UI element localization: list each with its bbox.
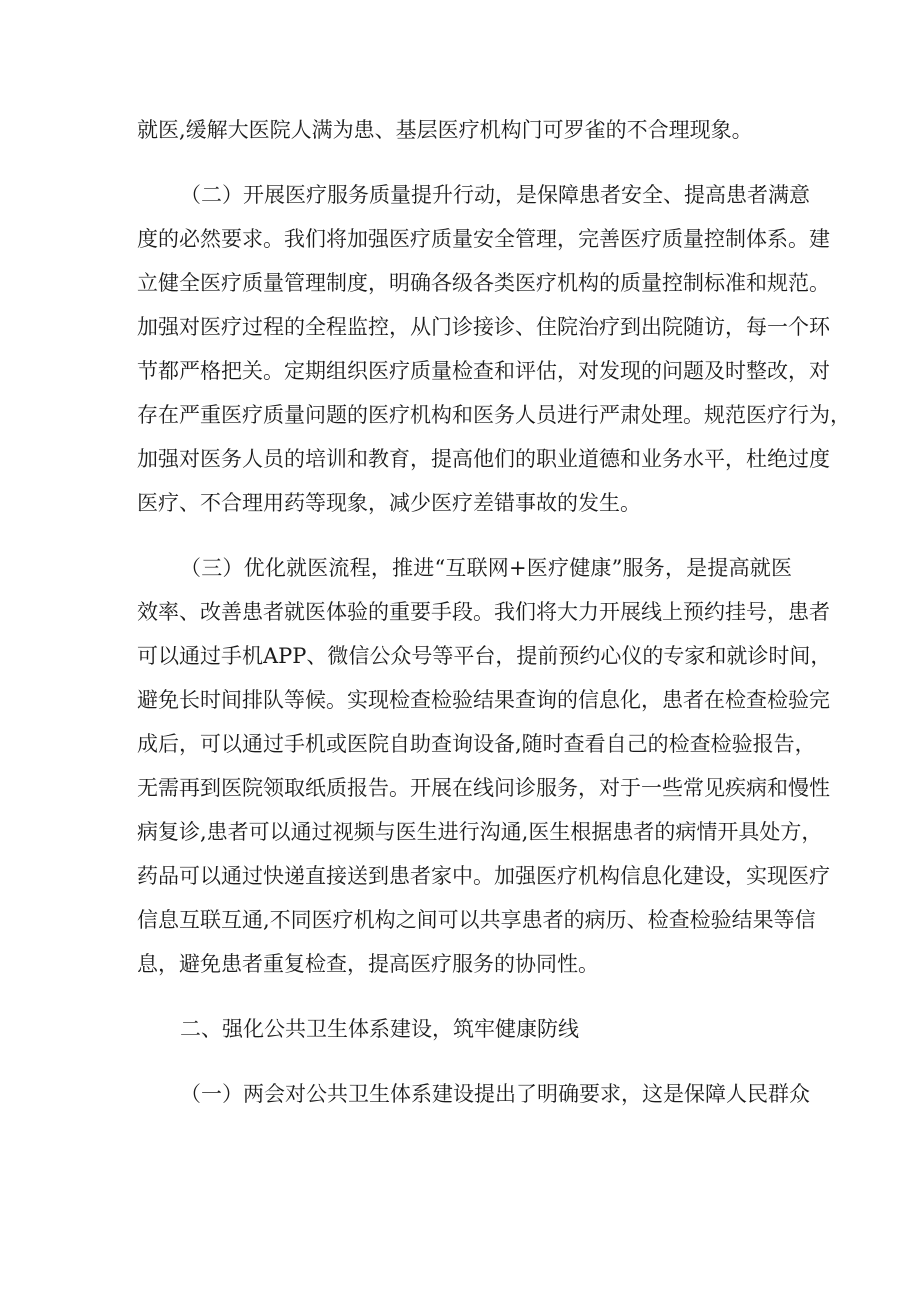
text-line-12: 可以通过手机APP、微信公众号等平台，提前预约心仪的专家和就诊时间， bbox=[137, 644, 832, 668]
text-line-17: 药品可以通过快递直接送到患者家中。加强医疗机构信息化建设，实现医疗 bbox=[137, 864, 830, 888]
text-line-5: 加强对医疗过程的全程监控，从门诊接诊、住院治疗到出院随访，每一个环 bbox=[137, 315, 830, 339]
text-line-6: 节都严格把关。定期组织医疗质量检查和评估，对发现的问题及时整改，对 bbox=[137, 359, 830, 383]
text-line-15: 无需再到医院领取纸质报告。开展在线问诊服务，对于一些常见疾病和慢性 bbox=[137, 776, 830, 800]
text-line-16: 病复诊,患者可以通过视频与医生进行沟通,医生根据患者的病情开具处方， bbox=[137, 820, 823, 844]
text-line-2: （二）开展医疗服务质量提升行动，是保障患者安全、提高患者满意 bbox=[180, 183, 810, 207]
text-line-19: 息，避免患者重复检查，提高医疗服务的协同性。 bbox=[137, 952, 599, 976]
text-line-13: 避免长时间排队等候。实现检查检验结果查询的信息化，患者在检查检验完 bbox=[137, 688, 830, 712]
text-line-9: 医疗、不合理用药等现象，减少医疗差错事故的发生。 bbox=[137, 491, 641, 515]
text-line-3: 度的必然要求。我们将加强医疗质量安全管理，完善医疗质量控制体系。建 bbox=[137, 227, 830, 251]
text-line-11: 效率、改善患者就医体验的重要手段。我们将大力开展线上预约挂号，患者 bbox=[137, 600, 830, 624]
text-line-14: 成后，可以通过手机或医院自助查询设备,随时查看自己的检查检验报告， bbox=[137, 732, 816, 756]
text-line-21: （一）两会对公共卫生体系建设提出了明确要求，这是保障人民群众 bbox=[180, 1082, 810, 1106]
text-line-10: （三）优化就医流程，推进“互联网+医疗健康”服务，是提高就医 bbox=[180, 556, 792, 580]
text-line-18: 信息互联互通,不同医疗机构之间可以共享患者的病历、检查检验结果等信 bbox=[137, 908, 816, 932]
text-line-4: 立健全医疗质量管理制度，明确各级各类医疗机构的质量控制标准和规范。 bbox=[137, 271, 830, 295]
text-line-1: 就医,缓解大医院人满为患、基层医疗机构门可罗雀的不合理现象。 bbox=[137, 118, 753, 142]
text-line-8: 加强对医务人员的培训和教育，提高他们的职业道德和业务水平，杜绝过度 bbox=[137, 447, 830, 471]
section-heading: 二、强化公共卫生体系建设，筑牢健康防线 bbox=[180, 1017, 579, 1041]
text-line-7: 存在严重医疗质量问题的医疗机构和医务人员进行严肃处理。规范医疗行为， bbox=[137, 403, 851, 427]
